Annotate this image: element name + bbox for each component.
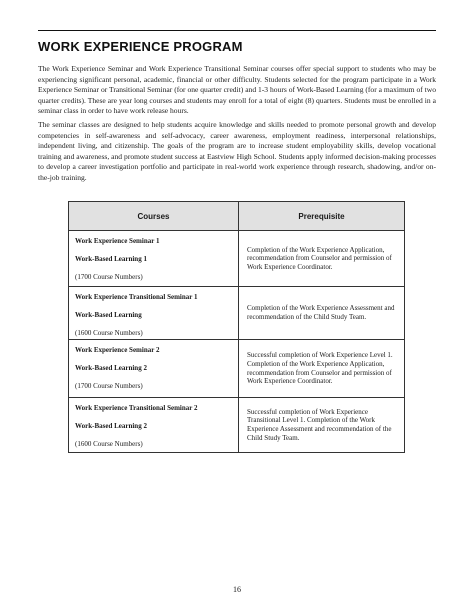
- course-name: Work Experience Transitional Seminar 2: [75, 404, 198, 412]
- course-name: Work Experience Transitional Seminar 1: [75, 293, 198, 301]
- prerequisite-text: Successful completion of Work Experience Transitional Level 1. Completion of the Work Experience Assessment and recommendation of the Child Study Team.: [247, 407, 392, 442]
- prerequisite-cell: [239, 340, 404, 397]
- page-number: 16: [233, 585, 241, 594]
- course-name: Work Experience Seminar 2: [75, 346, 160, 354]
- course-name: Work-Based Learning: [75, 311, 142, 319]
- goals-paragraph: The seminar classes are designed to help students acquire knowledge and skills needed to promote personal growth and develop competencies in self-awareness and self-advocacy, career awareness, employment readiness, interpersonal relationships, independent living, and citizenship. The goals of the program are to increase student employability skills, develop vocational training and awareness, and promote student success at Eastview High School. Students apply informed decision-making processes to develop a career investigation portfolio and participate in real-world work experience through research, shadowing, and/or on-the-job training.: [38, 120, 436, 182]
- prerequisite-cell: [239, 287, 404, 339]
- table-header: [69, 202, 404, 231]
- course-name: Work-Based Learning 2: [75, 364, 147, 372]
- course-name: Work Experience Seminar 1: [75, 237, 160, 245]
- course-cell: [69, 340, 239, 397]
- top-rule: [38, 30, 436, 31]
- course-numbers: (1700 Course Numbers): [75, 382, 143, 390]
- course-name: Work-Based Learning 2: [75, 422, 147, 430]
- course-numbers: (1600 Course Numbers): [75, 440, 143, 448]
- prerequisite-cell: [239, 398, 404, 452]
- prerequisite-text: Completion of the Work Experience Application, recommendation from Counselor and permission of Work Experience Coordinator.: [247, 245, 392, 271]
- table-row: [69, 398, 404, 452]
- table-row: [69, 287, 404, 340]
- course-cell: [69, 231, 239, 286]
- course-table: [68, 201, 405, 453]
- page-title: WORK EXPERIENCE PROGRAM: [38, 39, 243, 54]
- course-cell: [69, 398, 239, 452]
- course-numbers: (1700 Course Numbers): [75, 273, 143, 281]
- intro-paragraph: The Work Experience Seminar and Work Experience Transitional Seminar courses offer special support to students who may be experiencing significant personal, academic, financial or other difficulty. Students selected for the program participate in a Work Experience Seminar or Transitional Seminar (for one quarter credit) and 1-3 hours of Work-Based Learning (for a maximum of two quarter credits). These are year long courses and students may enroll for a total of eight (8) quarters. Students must be enrolled in a seminar class in order to have work release hours.: [38, 64, 436, 116]
- course-cell: [69, 287, 239, 339]
- header-prerequisite: Prerequisite: [298, 211, 345, 221]
- course-numbers: (1600 Course Numbers): [75, 329, 143, 337]
- prerequisite-text: Completion of the Work Experience Assessment and recommendation of the Child Study Team.: [247, 304, 395, 321]
- header-courses: Courses: [69, 202, 239, 230]
- course-name: Work-Based Learning 1: [75, 255, 147, 263]
- prerequisite-cell: [239, 231, 404, 286]
- prerequisite-text: Successful completion of Work Experience Level 1. Completion of the Work Experience Application, recommendation from Counselor and permission of Work Experience Coordinator.: [247, 351, 393, 386]
- table-row: [69, 340, 404, 398]
- table-row: [69, 231, 404, 287]
